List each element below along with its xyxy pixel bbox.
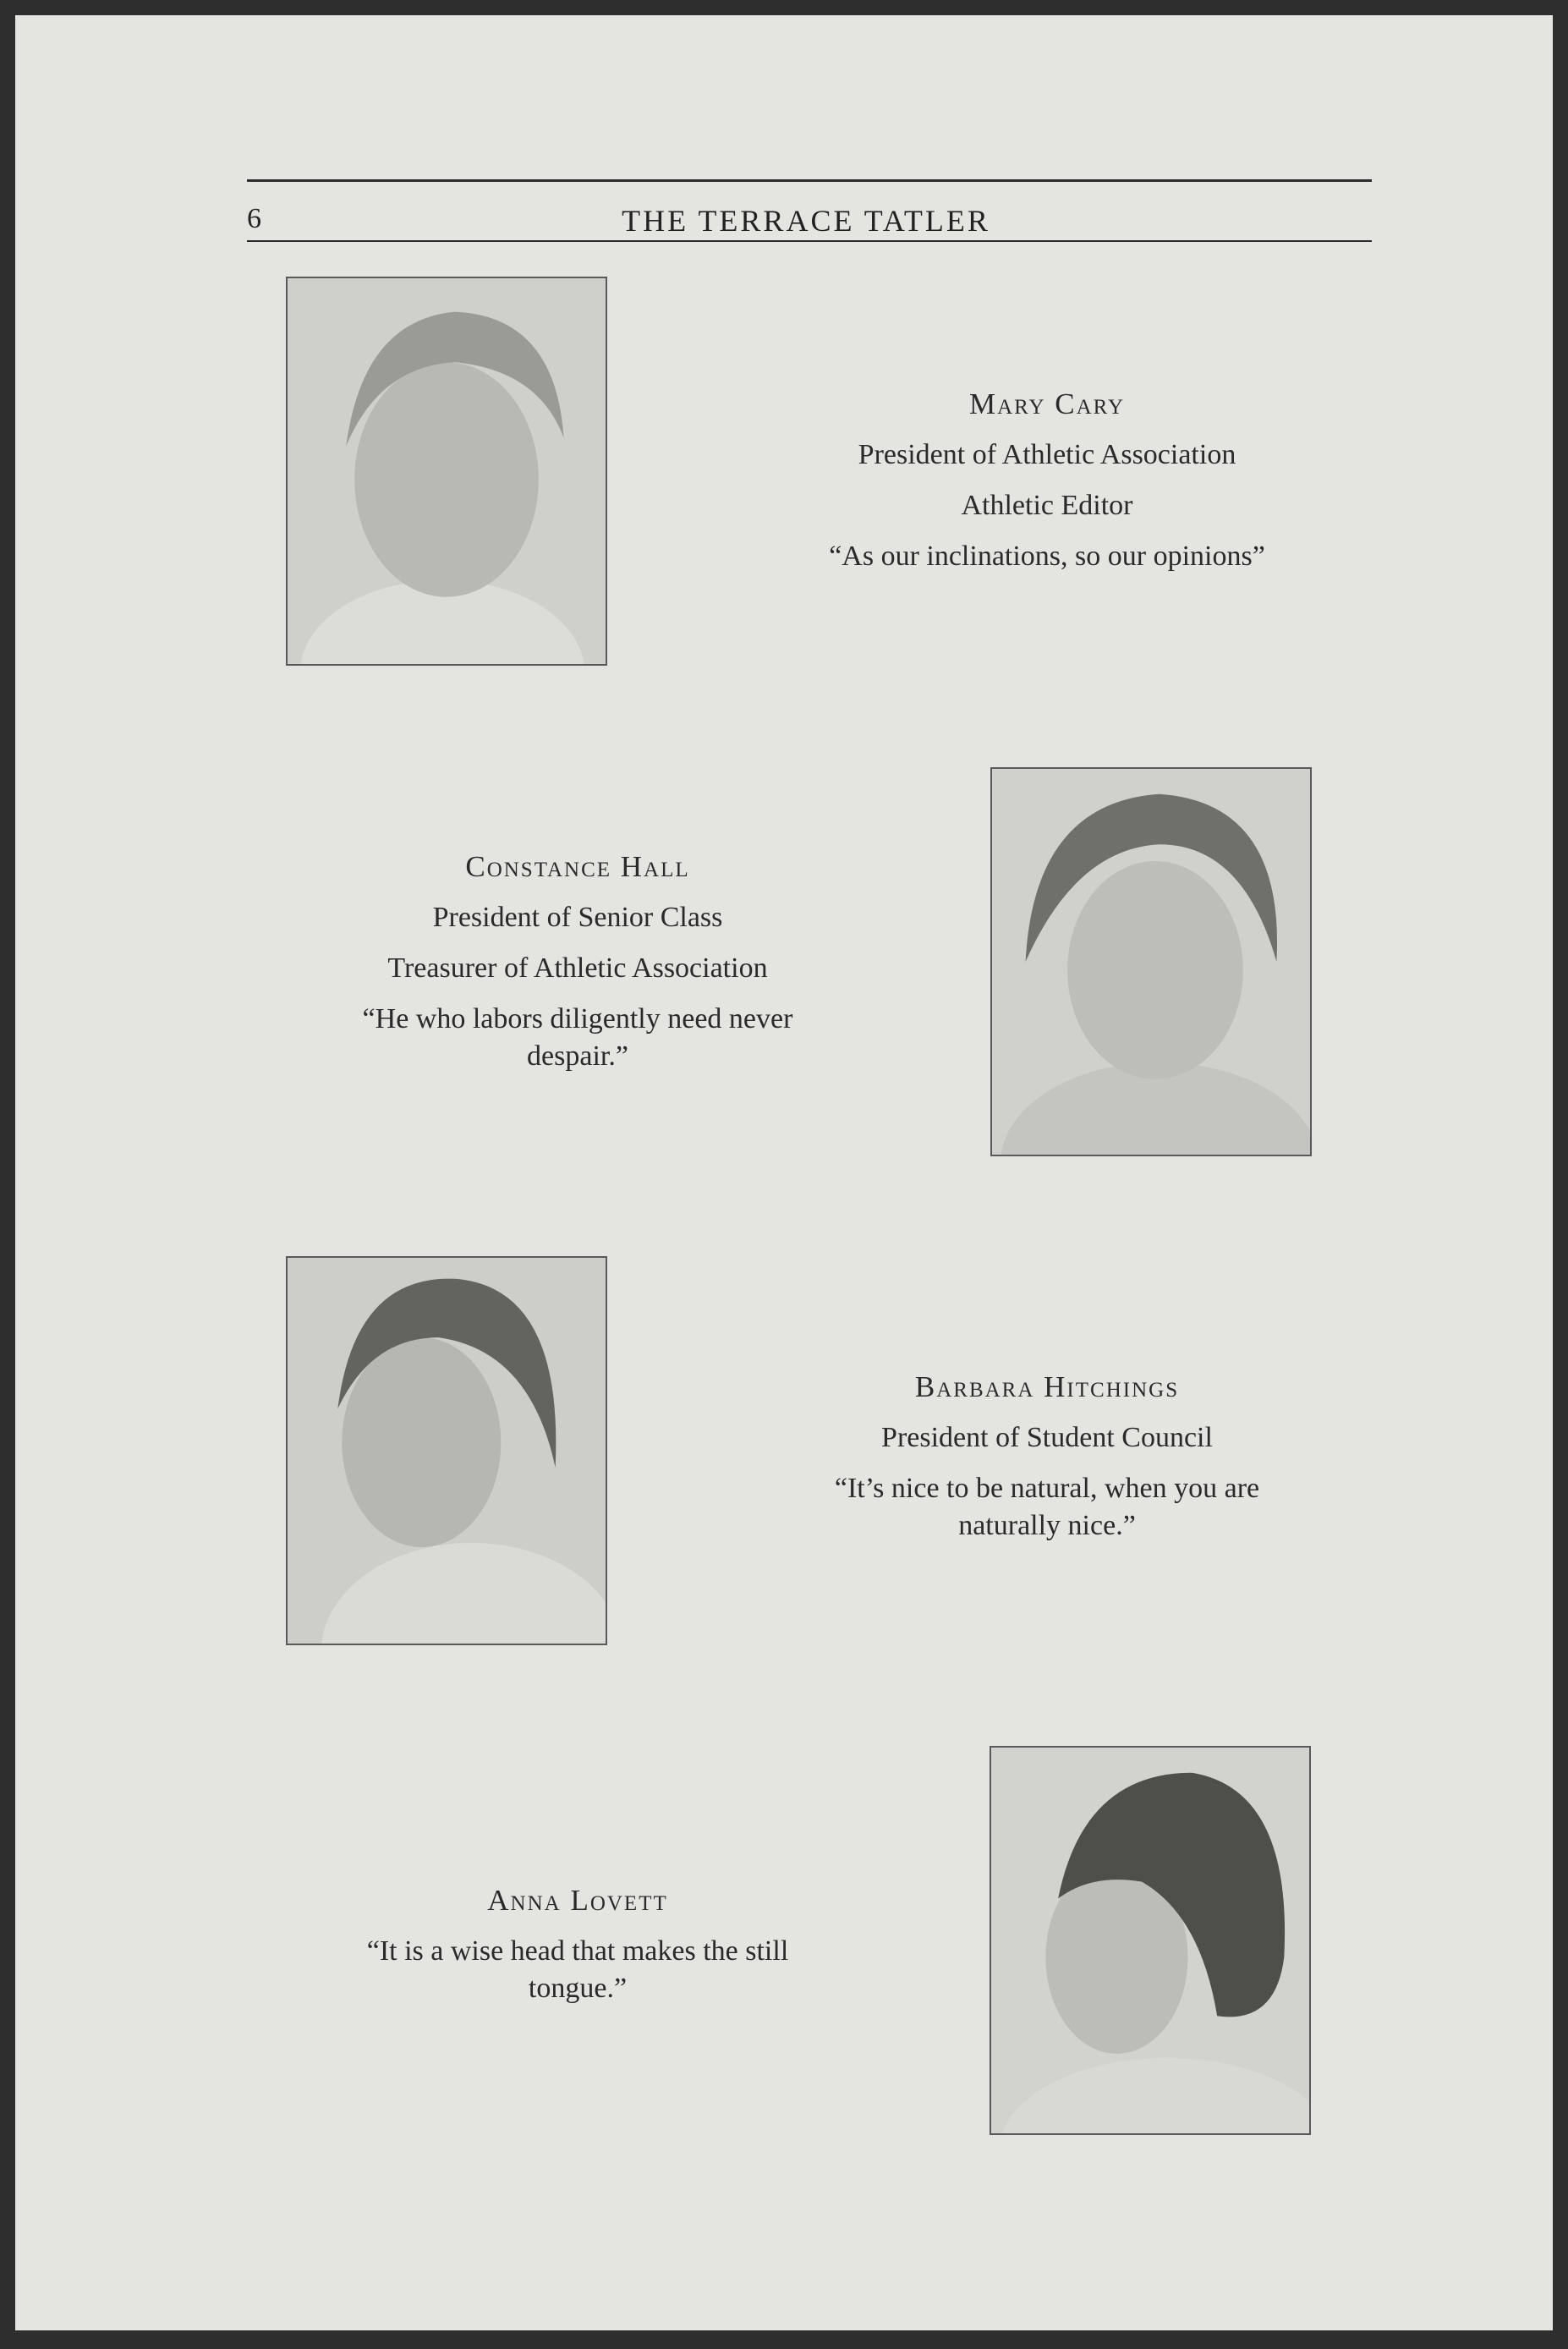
running-title: THE TERRACE TATLER [622,204,990,238]
student-role: Athletic Editor [961,490,1133,521]
student-quote: “It’s nice to be natural, when you are naturally nice.” [834,1473,1260,1541]
student-name: Constance Hall [465,850,690,883]
student-role: President of Student Council [881,1422,1213,1453]
student-name: Barbara Hitchings [914,1370,1180,1403]
portrait-photo [990,1746,1311,2135]
entry-caption [743,1362,1351,1545]
entry-caption [743,379,1351,582]
student-role: Treasurer of Athletic Association [387,952,768,984]
page-number: 6 [247,203,261,234]
entry-caption [273,842,882,1075]
student-quote: “As our inclinations, so our opinions” [829,541,1265,572]
student-quote: “It is a wise head that makes the still tongue.” [366,1935,789,2004]
student-name: Anna Lovett [487,1884,668,1917]
portrait-photo [990,767,1312,1156]
student-role: President of Athletic Association [858,439,1236,470]
entry-caption [273,1875,882,2007]
portrait-photo [286,277,607,666]
student-quote: “He who labors diligently need never despair.” [362,1003,793,1072]
yearbook-page [15,15,1553,2330]
header-top-rule [247,179,1372,182]
student-role: President of Senior Class [432,902,723,933]
student-name: Mary Cary [968,387,1126,420]
header-bottom-rule [247,240,1372,242]
portrait-photo [286,1256,607,1645]
